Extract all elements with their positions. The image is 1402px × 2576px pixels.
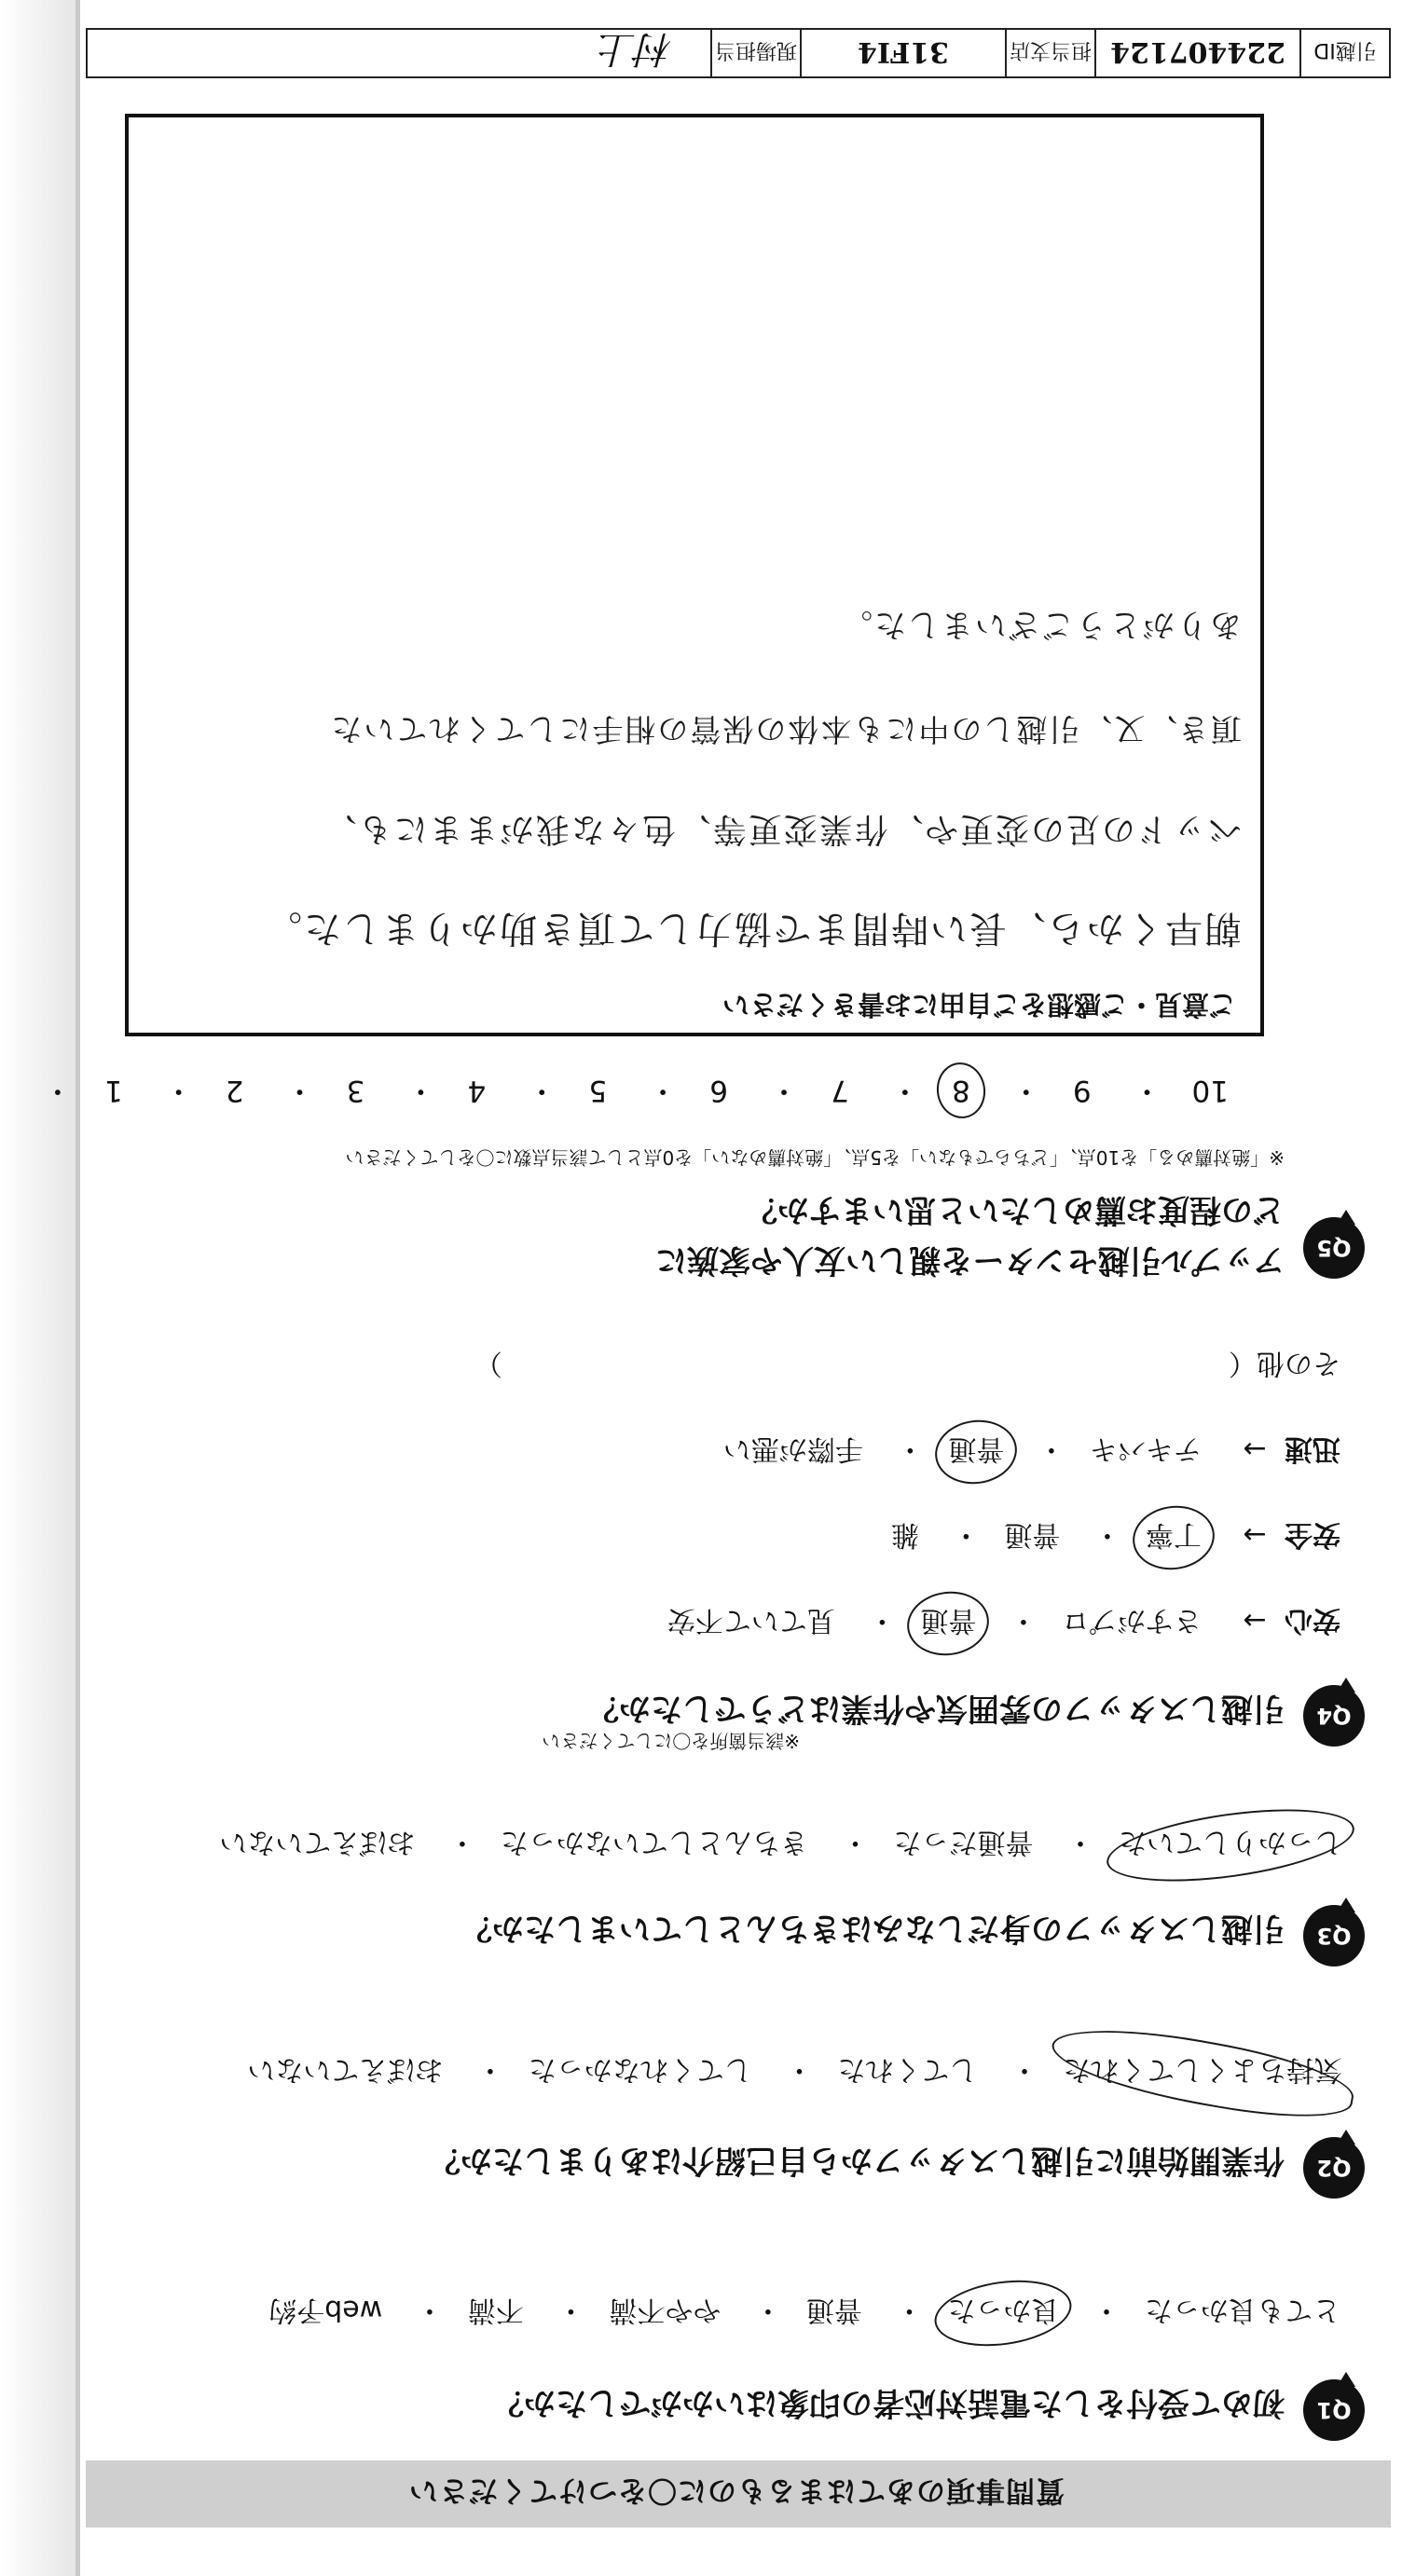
score-option[interactable] <box>0 1074 4 1107</box>
score-option[interactable]: 2 <box>225 1074 244 1107</box>
score-option-selected[interactable]: 8 <box>950 1074 972 1107</box>
comment-box[interactable] <box>125 114 1264 1036</box>
handwritten-comment-line: ありがとうございました。 <box>839 606 1242 643</box>
q5-question-line1: アップル引越センターを親しい友人や家族に <box>655 1241 1285 1279</box>
score-option[interactable]: 3 <box>346 1074 365 1107</box>
q3-option[interactable]: おぼえていない <box>219 1826 416 1858</box>
paper-edge-shadow <box>76 0 80 2576</box>
q4-row-option[interactable]: 手際が悪い <box>722 1432 863 1465</box>
q3-badge: Q3 <box>1303 1905 1365 1966</box>
q2-badge: Q2 <box>1303 2137 1365 2199</box>
q5-score-scale: 10・ 9・ 8・ 7・ 6・ 5・ 4・ 3・ 2・ 1・ <box>0 1073 1229 1115</box>
handwritten-comment-line: 朝早くから、長い時間まで協力して頂き助かりました。 <box>263 907 1242 950</box>
q1-option[interactable]: とても良かった <box>1145 2294 1340 2326</box>
banner-text: 質問事項のあてはまるものに〇をつけてください <box>408 2473 1065 2508</box>
q4-other <box>474 1346 1340 1387</box>
q5-note: ※「絶対薦める」を10点、「どちらでもない」を5点、「絶対薦めない」を0点として該当点数に〇をしてください <box>345 1146 1285 1169</box>
instruction-banner <box>86 2460 1391 2528</box>
q1-option[interactable]: 不満 <box>467 2294 524 2326</box>
q2-option-selected[interactable]: 気持ちよくしてくれた <box>1063 2052 1342 2093</box>
q4-other-label: その他（ <box>1229 1347 1340 1379</box>
q3-question: 引越しスタッフの身だしなみはきちんとしていましたか？ <box>460 1910 1285 1947</box>
q4-row-anzen: 安全 → 丁寧・ 普通・ 雑 <box>891 1517 1340 1558</box>
arrow-icon: → <box>1243 1432 1267 1465</box>
q3-option[interactable]: きちんとしていなかった <box>500 1826 808 1858</box>
q2-option[interactable]: してくれた <box>837 2053 978 2086</box>
q4-row-anshin: 安心 → さすがプロ・ 普通・ 見ていて不安 <box>667 1603 1340 1644</box>
q4-row-option[interactable]: 見ていて不安 <box>667 1604 835 1637</box>
q4-row-option-selected[interactable]: 普通 <box>920 1603 976 1644</box>
handwritten-comment-line: ベッドの足の変更や、作業変更等、色々な我がままにも、 <box>321 810 1242 848</box>
q2-options: 気持ちよくしてくれた・ してくれた・ してくれなかった・ おぼえていない <box>247 2052 1342 2093</box>
q4-row-option[interactable]: テキパキ <box>1089 1432 1202 1465</box>
score-option[interactable]: 5 <box>588 1074 608 1107</box>
score-option[interactable]: 9 <box>1072 1074 1092 1107</box>
branch-value: 31FI4 <box>800 28 1005 76</box>
q4-badge: Q4 <box>1303 1685 1365 1747</box>
q4-row-option[interactable]: 雑 <box>890 1518 919 1551</box>
q4-question: 引越しスタッフの雰囲気や作業はどうでしたか？ <box>587 1690 1285 1727</box>
q4-row-label: 迅速 <box>1285 1432 1340 1465</box>
q1-option-selected[interactable]: 良かった <box>947 2293 1059 2334</box>
q1-option[interactable]: 普通 <box>805 2294 862 2326</box>
arrow-icon: → <box>1243 1518 1267 1551</box>
q5-question-line2: どの程度お薦めしたいと思いますか？ <box>746 1191 1285 1228</box>
q1-question: 初めて受付をした電話対応者の印象はいかがでしたか？ <box>492 2384 1285 2421</box>
q4-row-label: 安全 <box>1285 1518 1340 1551</box>
q4-row-jinsoku: 迅速 → テキパキ・ 普通・ 手際が悪い <box>723 1432 1340 1473</box>
score-option[interactable]: 4 <box>467 1074 487 1107</box>
comment-box-title: ご意見・ご感想をご自由にお書きください <box>722 989 1236 1021</box>
score-option[interactable]: 6 <box>709 1074 728 1107</box>
q5-badge: Q5 <box>1303 1217 1365 1279</box>
move-id-label: 引越ID <box>1299 28 1389 76</box>
q4-other-close: ） <box>474 1347 502 1379</box>
q2-option[interactable]: おぼえていない <box>247 2053 444 2086</box>
q2-question: 作業開始前に引越しスタッフから自己紹介はありましたか？ <box>429 2142 1285 2179</box>
footer-info-table <box>86 28 1391 78</box>
q4-row-label: 安心 <box>1285 1604 1340 1637</box>
move-id-value: 224407124 <box>1094 28 1299 76</box>
staff-signature: 村上 <box>598 27 673 71</box>
q2-option[interactable]: してくれなかった <box>528 2053 752 2086</box>
q4-row-option-selected[interactable]: 普通 <box>948 1432 1004 1473</box>
q4-note: ※該当箇所を〇にしてください <box>542 1730 800 1752</box>
q1-option[interactable]: やや不満 <box>609 2294 722 2326</box>
q1-options: とても良かった・ 良かった・ 普通・ やや不満・ 不満・ web予約 <box>268 2293 1340 2334</box>
q3-options: しっかりしていた・ 普通だった・ きちんとしていなかった・ おぼえていない <box>219 1825 1342 1866</box>
q4-row-option[interactable]: 普通 <box>1004 1518 1061 1551</box>
q3-option-selected[interactable]: しっかりしていた <box>1119 1825 1342 1866</box>
staff-label: 現場担当 <box>710 28 800 76</box>
q1-option[interactable]: web予約 <box>268 2294 383 2326</box>
q4-row-option-selected[interactable]: 丁寧 <box>1146 1517 1202 1558</box>
score-option[interactable]: 7 <box>831 1074 849 1107</box>
q3-option[interactable]: 普通だった <box>893 1826 1034 1858</box>
q4-row-option[interactable]: さすがプロ <box>1061 1604 1202 1637</box>
score-option[interactable]: 10 <box>1191 1074 1229 1107</box>
handwritten-comment-line: 頂き、又、引越しの中にも本体の保管の相手にしてくれていた <box>329 711 1242 747</box>
score-option[interactable]: 1 <box>103 1074 123 1107</box>
branch-label: 担当支店 <box>1005 28 1094 76</box>
q1-badge: Q1 <box>1303 2379 1365 2441</box>
paper-edge-margin <box>0 0 76 2576</box>
arrow-icon: → <box>1243 1604 1267 1637</box>
